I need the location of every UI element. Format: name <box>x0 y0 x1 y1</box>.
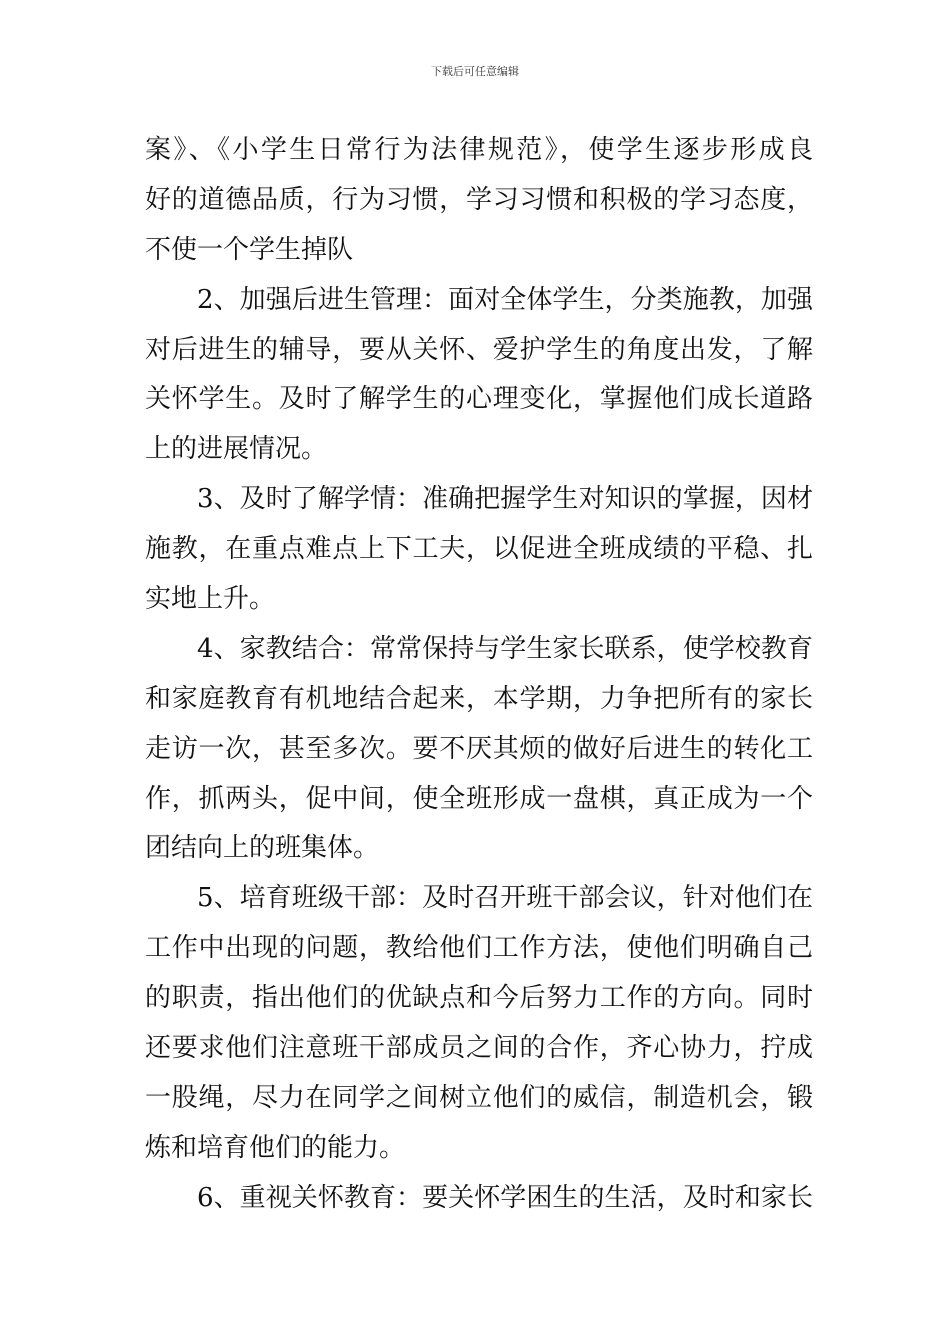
page-header: 下载后可任意编辑 <box>431 65 519 78</box>
paragraph-first-line: 5、培育班级干部：及时召开班干部会议，针对他们在 <box>197 883 813 914</box>
text-line: 的职责，指出他们的优缺点和今后努力工作的方向。同时 <box>145 983 813 1014</box>
paragraph-first-line: 4、家教结合：常常保持与学生家长联系，使学校教育 <box>197 633 813 664</box>
paragraph-first-line: 2、加强后进生管理：面对全体学生，分类施教，加强 <box>197 284 813 315</box>
document-body <box>145 126 813 1224</box>
text-line: 一股绳，尽力在同学之间树立他们的威信，制造机会，锻 <box>145 1082 813 1113</box>
text-line: 好的道德品质，行为习惯，学习习惯和积极的学习态度， <box>145 184 813 215</box>
text-line: 作，抓两头，促中间，使全班形成一盘棋，真正成为一个 <box>145 783 813 814</box>
paragraph-first-line: 6、重视关怀教育：要关怀学困生的生活，及时和家长 <box>197 1182 813 1213</box>
text-line: 施教，在重点难点上下工夫，以促进全班成绩的平稳、扎 <box>145 534 813 565</box>
text-line: 关怀学生。及时了解学生的心理变化，掌握他们成长道路 <box>145 384 813 415</box>
text-line: 工作中出现的问题，教给他们工作方法，使他们明确自己 <box>145 933 813 964</box>
text-line: 走访一次，甚至多次。要不厌其烦的做好后进生的转化工 <box>145 733 813 764</box>
text-line: 实地上升。 <box>145 584 276 615</box>
text-line: 案》、《小学生日常行为法律规范》，使学生逐步形成良 <box>145 135 813 165</box>
text-line: 还要求他们注意班干部成员之间的合作，齐心协力，拧成 <box>145 1033 813 1064</box>
text-line: 和家庭教育有机地结合起来，本学期，力争把所有的家长 <box>145 683 813 714</box>
text-line: 对后进生的辅导，要从关怀、爱护学生的角度出发，了解 <box>145 334 813 365</box>
text-line: 上的进展情况。 <box>145 434 328 465</box>
paragraph-first-line: 3、及时了解学情：准确把握学生对知识的掌握，因材 <box>197 484 813 515</box>
text-line: 不使一个学生掉队 <box>145 234 354 265</box>
text-line: 团结向上的班集体。 <box>145 833 380 864</box>
text-line: 炼和培育他们的能力。 <box>145 1132 406 1163</box>
